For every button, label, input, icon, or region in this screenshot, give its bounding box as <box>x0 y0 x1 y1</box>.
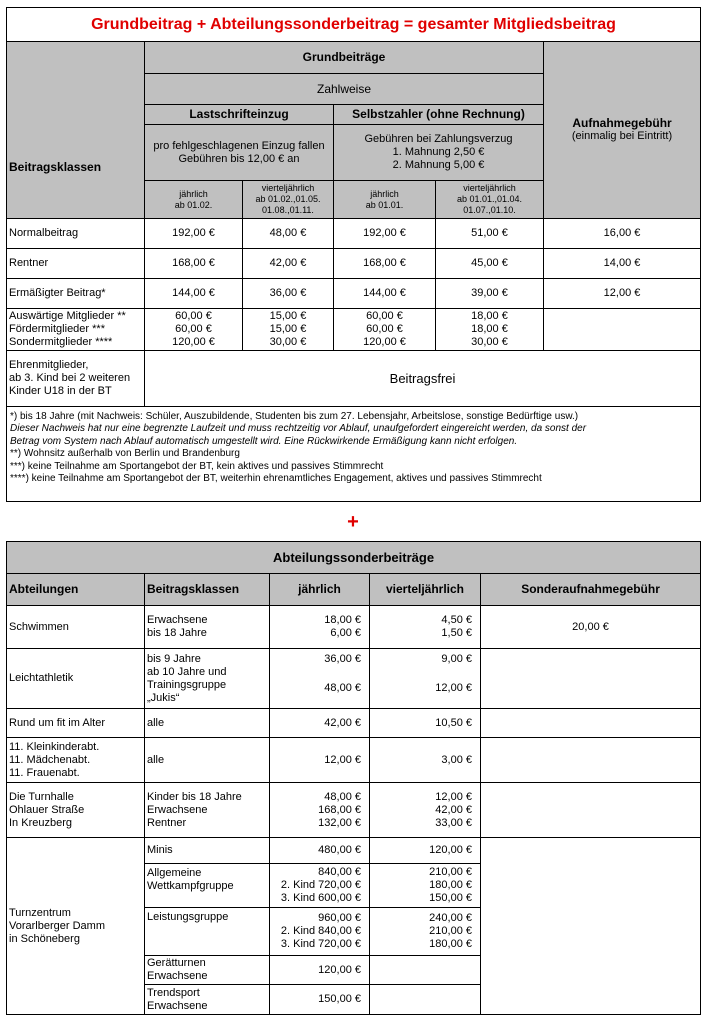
cell-line: 3. Kind 720,00 € <box>280 938 361 950</box>
beitragsklasse <box>145 606 270 649</box>
fee-cell <box>145 279 243 309</box>
cell-line: 2. Kind 840,00 € <box>280 925 361 937</box>
abteilung-name <box>7 738 145 783</box>
table-row <box>7 219 701 249</box>
fee-jaehrlich <box>270 908 370 956</box>
abteilung-name <box>7 649 145 709</box>
cell-line: 18,00 € <box>324 614 361 626</box>
lastschrift-vierteljaehrlich-header <box>243 181 334 219</box>
selbstzahler-vierteljaehrlich-header <box>436 181 544 219</box>
cell-line: Gerätturnen <box>147 957 206 969</box>
label-line: Kinder U18 in der BT <box>9 385 112 397</box>
aufnahmegebuehr-title: Aufnahmegebühr <box>572 116 672 130</box>
cell-line: 11. Frauenabt. <box>9 766 80 779</box>
cell-line: 120,00 € <box>429 844 472 856</box>
selbstzahler-jaehrlich-header <box>334 181 436 219</box>
fee-cell <box>243 249 334 279</box>
cell-line: 60,00 € <box>175 310 212 322</box>
fee-jaehrlich <box>270 985 370 1015</box>
table-row <box>7 709 701 738</box>
cell-line: Die Turnhalle <box>9 790 74 803</box>
cell-line: 14,00 € <box>603 257 641 269</box>
cell-line: Ohlauer Straße <box>9 803 85 816</box>
cell-line: 168,00 € <box>318 803 361 816</box>
note-line: pro fehlgeschlagenen Einzug fallen <box>153 139 325 152</box>
cell-line: 60,00 € <box>175 323 212 335</box>
cell-line: Auswärtige Mitglieder ** <box>9 310 126 322</box>
fee-vierteljaehrlich <box>370 838 481 864</box>
footnote: ***) keine Teilnahme am Sportangebot der BT, kein aktives und passives Stimmrecht <box>10 460 384 472</box>
selbstzahler-note <box>334 125 544 181</box>
cell-line: 4,50 € <box>441 614 472 626</box>
cell-line: 10,50 € <box>435 716 472 729</box>
lastschrift-jaehrlich-header <box>145 181 243 219</box>
cell-line: Leistungsgruppe <box>147 911 229 923</box>
cell-line: 48,00 € <box>324 790 361 803</box>
cell-line: 192,00 € <box>363 227 406 239</box>
cell-line: 18,00 € <box>471 310 508 322</box>
sub-line: ab 01.01. <box>365 199 404 210</box>
cell-line: 120,00 € <box>363 336 406 348</box>
cell-line: Rentner <box>147 816 187 829</box>
cell-line: 48,00 € <box>269 227 307 239</box>
cell-line: 144,00 € <box>172 287 215 299</box>
footnote: Dieser Nachweis hat nur eine begrenzte Laufzeit und muss rechtzeitig vor Ablauf, unaufgefordert eingereicht werden, da sonst der <box>10 423 587 435</box>
sonderaufnahmegebuehr <box>481 649 701 709</box>
cell-line: 2. Kind 720,00 € <box>280 879 361 891</box>
cell-line: 30,00 € <box>269 336 307 348</box>
fee-cell <box>436 279 544 309</box>
sonderaufnahmegebuehr <box>481 838 701 1015</box>
cell-line: Erwachsene <box>147 970 208 982</box>
footnotes <box>7 407 701 502</box>
cell-line: „Jukis“ <box>147 691 180 704</box>
sonderaufnahmegebuehr <box>481 709 701 738</box>
cell-line: Leichtathletik <box>9 672 74 684</box>
cell-line: Allgemeine <box>147 867 202 879</box>
fee-vierteljaehrlich <box>370 709 481 738</box>
cell-line: ab 10 Jahre und <box>147 665 227 678</box>
beitragsfrei-value: Beitragsfrei <box>145 351 701 407</box>
cell-line: 120,00 € <box>318 963 361 976</box>
cell-line: 180,00 € <box>429 879 472 891</box>
cell-line: 11. Kleinkinderabt. <box>9 740 100 753</box>
fee-cell <box>243 309 334 351</box>
fee-vierteljaehrlich <box>370 864 481 908</box>
cell-line: Kinder bis 18 Jahre <box>147 790 242 803</box>
cell-line: 42,00 € <box>324 716 361 729</box>
cell-line: 12,00 € <box>603 287 641 299</box>
cell-line: 210,00 € <box>429 866 472 878</box>
cell-line: 51,00 € <box>471 227 508 239</box>
fee-cell <box>436 219 544 249</box>
fee-vierteljaehrlich <box>370 956 481 985</box>
cell-line: Erwachsene <box>147 803 208 816</box>
grundbeitraege-header: Grundbeiträge <box>145 42 544 74</box>
cell-line: 144,00 € <box>363 287 406 299</box>
fee-jaehrlich <box>270 709 370 738</box>
table-row <box>7 279 701 309</box>
table-row <box>7 606 701 649</box>
fee-cell <box>145 219 243 249</box>
cell-line: Normalbeitrag <box>9 227 79 239</box>
footnote: **) Wohnsitz außerhalb von Berlin und Brandenburg <box>10 448 240 460</box>
beitragsklasse <box>145 738 270 783</box>
sonderaufnahmegebuehr <box>481 783 701 838</box>
fee-cell <box>544 279 701 309</box>
cell-line: Schwimmen <box>9 620 69 633</box>
fee-cell <box>334 279 436 309</box>
cell-line: 480,00 € <box>318 844 361 856</box>
fee-cell <box>145 249 243 279</box>
beitragsklasse <box>145 956 270 985</box>
sub-line: jährlich <box>179 188 208 199</box>
cell-line: 3. Kind 600,00 € <box>280 892 361 904</box>
beitragsklasse-label <box>7 309 145 351</box>
cell-line: 36,00 € <box>269 287 307 299</box>
cell-line: Ermäßigter Beitrag* <box>9 287 106 299</box>
cell-line: 150,00 € <box>429 892 472 904</box>
sub-line: vierteljährlich <box>463 183 516 193</box>
cell-line: bis 18 Jahre <box>147 627 207 639</box>
fee-jaehrlich <box>270 864 370 908</box>
cell-line: 9,00 € <box>441 653 472 665</box>
beitragsklasse <box>145 649 270 709</box>
abteilung-name <box>7 709 145 738</box>
table-row <box>7 783 701 838</box>
beitragsklasse <box>145 709 270 738</box>
cell-line: Erwachsene <box>147 999 208 1012</box>
fee-jaehrlich <box>270 838 370 864</box>
fee-vierteljaehrlich <box>370 738 481 783</box>
beitragsklasse <box>145 864 270 908</box>
cell-line: Erwachsene <box>147 614 208 626</box>
cell-line: Trendsport <box>147 986 200 999</box>
footnote: ****) keine Teilnahme am Sportangebot der BT, weiterhin ehrenamtliches Engagement, aktives und passives Stimmrecht <box>10 473 542 485</box>
footnote: *) bis 18 Jahre (mit Nachweis: Schüler, Auszubildende, Studenten bis zum 27. Lebensjahr, Arbeitslose, sonstige Bedürftige usw.) <box>10 411 579 422</box>
beitragsklasse <box>145 985 270 1015</box>
beitragsklassen-header: Beitragsklassen <box>7 42 145 219</box>
beitragsklasse-label <box>7 219 145 249</box>
sub-line: 01.08.,01.11. <box>262 205 314 215</box>
cell-line: 11. Mädchenabt. <box>9 753 91 766</box>
fee-jaehrlich <box>270 738 370 783</box>
cell-line: Wettkampfgruppe <box>147 880 234 892</box>
fee-vierteljaehrlich <box>370 908 481 956</box>
abteilung-name <box>7 783 145 838</box>
beitragsfrei-label <box>7 351 145 407</box>
cell-line: 960,00 € <box>318 912 361 924</box>
cell-line: 210,00 € <box>429 925 472 937</box>
cell-line: 3,00 € <box>441 753 472 766</box>
table-row <box>7 838 701 864</box>
cell-line: 132,00 € <box>318 816 361 829</box>
cell-line: 12,00 € <box>435 790 472 803</box>
cell-line: Trainingsgruppe <box>147 678 227 691</box>
cell-line: 168,00 € <box>172 257 215 269</box>
selbstzahler-header: Selbstzahler (ohne Rechnung) <box>334 105 544 125</box>
fee-vierteljaehrlich <box>370 649 481 709</box>
cell-line: 240,00 € <box>429 912 472 924</box>
cell-line: bis 9 Jahre <box>147 652 201 665</box>
sub-line: jährlich <box>370 188 399 199</box>
cell-line: 168,00 € <box>363 257 406 269</box>
cell-line: 30,00 € <box>471 336 508 348</box>
cell-line: 120,00 € <box>172 336 215 348</box>
cell-line: 42,00 € <box>269 257 307 269</box>
grundbeitrag-table <box>6 7 701 502</box>
fee-cell <box>145 309 243 351</box>
fee-cell <box>334 219 436 249</box>
sub-line: ab 01.02.,01.05. <box>255 194 321 204</box>
cell-line: Fördermitglieder *** <box>9 323 105 335</box>
col-abteilungen: Abteilungen <box>7 574 145 606</box>
abteilung-name <box>7 606 145 649</box>
note-line: Gebühren bei Zahlungsverzug <box>364 133 513 145</box>
cell-line: Vorarlberger Damm <box>9 919 105 932</box>
sonderaufnahmegebuehr <box>481 738 701 783</box>
col-jaehrlich: jährlich <box>270 574 370 606</box>
cell-line: 840,00 € <box>318 866 361 878</box>
cell-line: Turnzentrum <box>9 906 71 919</box>
label-line: Ehrenmitglieder, <box>9 359 89 371</box>
lastschrift-note <box>145 125 334 181</box>
sub-line: vierteljährlich <box>261 183 315 193</box>
sub-line: 01.07.,01.10. <box>463 205 516 215</box>
cell-line: alle <box>147 716 165 729</box>
lastschrift-header: Lastschrifteinzug <box>145 105 334 125</box>
cell-line: 42,00 € <box>435 803 472 816</box>
cell-line: 1,50 € <box>441 627 472 639</box>
sonderaufnahmegebuehr <box>481 606 701 649</box>
fee-cell <box>436 249 544 279</box>
fee-cell <box>544 309 701 351</box>
cell-line: Minis <box>147 844 173 856</box>
note-line: 1. Mahnung 2,50 € <box>392 146 485 158</box>
cell-line: 180,00 € <box>429 938 472 950</box>
fee-cell <box>334 249 436 279</box>
cell-line: In Kreuzberg <box>9 816 72 829</box>
beitragsklasse <box>145 838 270 864</box>
fee-vierteljaehrlich <box>370 606 481 649</box>
cell-line: 12,00 € <box>324 753 361 766</box>
abteilung-name <box>7 838 145 1015</box>
cell-line: alle <box>147 753 165 766</box>
sub-line: ab 01.02. <box>174 199 213 210</box>
cell-line: 6,00 € <box>330 627 361 639</box>
beitragsklasse <box>145 908 270 956</box>
note-line: Gebühren bis 12,00 € an <box>178 152 300 165</box>
fee-cell <box>334 309 436 351</box>
fee-jaehrlich <box>270 649 370 709</box>
abteilung-table <box>6 541 701 1015</box>
sub-line: ab 01.01.,01.04. <box>456 194 523 204</box>
col-beitragsklassen: Beitragsklassen <box>145 574 270 606</box>
plus-icon: + <box>347 511 359 533</box>
cell-line: 12,00 € <box>435 682 472 694</box>
cell-line: in Schöneberg <box>9 932 80 945</box>
table-row <box>7 309 701 351</box>
table-row <box>7 738 701 783</box>
cell-line: 15,00 € <box>269 323 307 335</box>
cell-line: 150,00 € <box>318 993 361 1005</box>
page-title: Grundbeitrag + Abteilungssonderbeitrag = gesamter Mitgliedsbeitrag <box>7 8 701 42</box>
cell-line: 16,00 € <box>603 227 641 239</box>
col-vierteljaehrlich: vierteljährlich <box>370 574 481 606</box>
zahlweise-header: Zahlweise <box>145 74 544 105</box>
abteilung-header: Abteilungssonderbeiträge <box>7 542 701 574</box>
aufnahmegebuehr-sub: (einmalig bei Eintritt) <box>571 130 673 142</box>
cell-line: Rentner <box>9 257 49 269</box>
table-row <box>7 649 701 709</box>
col-sonderaufnahmegebuehr: Sonderaufnahmegebühr <box>481 574 701 606</box>
cell-line: 20,00 € <box>572 620 609 633</box>
cell-line: 33,00 € <box>435 816 472 829</box>
beitragsklasse-label <box>7 249 145 279</box>
cell-line: Sondermitglieder **** <box>9 336 113 348</box>
fee-cell <box>436 309 544 351</box>
table-row <box>7 249 701 279</box>
note-line: 2. Mahnung 5,00 € <box>392 159 485 171</box>
beitragsklasse <box>145 783 270 838</box>
aufnahmegebuehr-header <box>544 42 701 219</box>
fee-cell <box>544 249 701 279</box>
fee-jaehrlich <box>270 783 370 838</box>
fee-jaehrlich <box>270 606 370 649</box>
cell-line: Rund um fit im Alter <box>9 716 105 729</box>
cell-line: 36,00 € <box>324 653 361 665</box>
cell-line: 39,00 € <box>471 287 508 299</box>
cell-line: 192,00 € <box>172 227 215 239</box>
footnote: Betrag vom System nach Ablauf automatisch umgestellt wird. Eine Rückwirkende Ermäßigung kann nicht erfolgen. <box>10 435 518 447</box>
cell-line: 48,00 € <box>324 682 361 694</box>
cell-line: 18,00 € <box>471 323 508 335</box>
fee-vierteljaehrlich <box>370 783 481 838</box>
fee-cell <box>243 279 334 309</box>
cell-line: 45,00 € <box>471 257 508 269</box>
cell-line: 60,00 € <box>366 310 403 322</box>
label-line: ab 3. Kind bei 2 weiteren <box>9 372 131 384</box>
fee-cell <box>544 219 701 249</box>
fee-jaehrlich <box>270 956 370 985</box>
beitragsklasse-label <box>7 279 145 309</box>
cell-line: 60,00 € <box>366 323 403 335</box>
fee-cell <box>243 219 334 249</box>
fee-vierteljaehrlich <box>370 985 481 1015</box>
cell-line: 15,00 € <box>269 310 307 322</box>
